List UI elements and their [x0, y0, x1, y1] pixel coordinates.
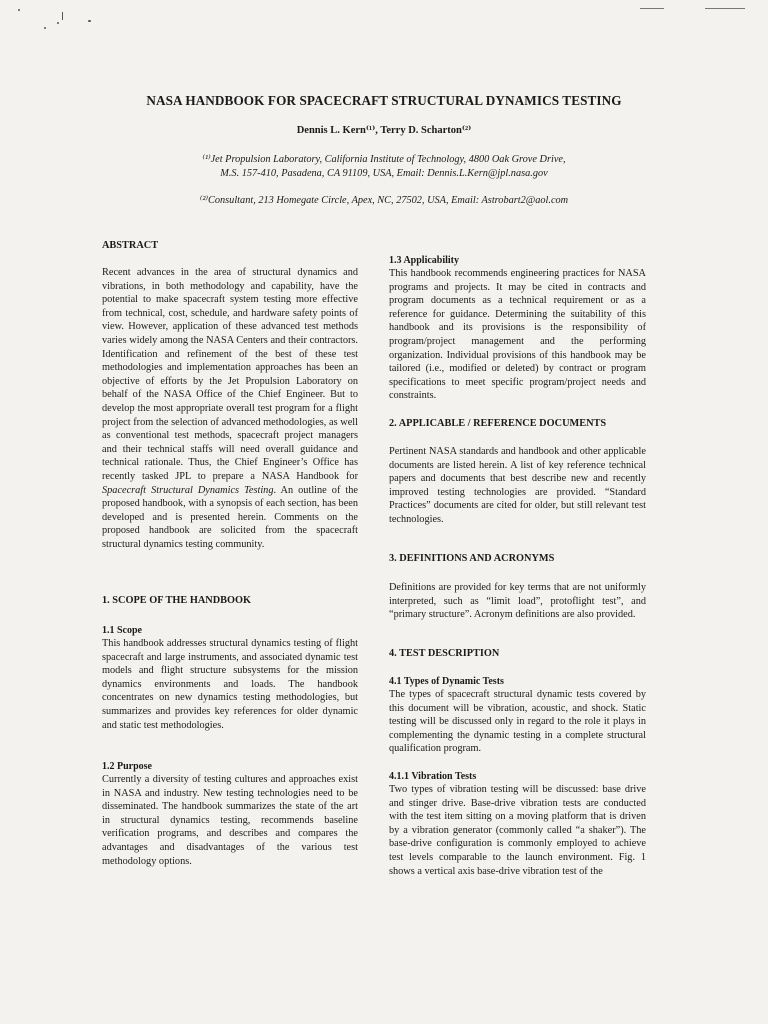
right-column	[389, 0, 646, 1024]
affiliation-2: ⁽²⁾Consultant, 213 Homegate Circle, Apex, NC, 27502, USA, Email: Astrobart2@aol.com	[199, 195, 569, 206]
section-4-1-text: The types of spacecraft structural dynamic tests covered by this document will be vibration, acoustic, and shock. Static testing will be discussed only in regard to the role it plays in complementing the dynamic testing in a complete structural qualification program.	[389, 689, 646, 755]
section-1-heading: 1. SCOPE OF THE HANDBOOK	[102, 595, 252, 606]
affiliation-1-line-2: M.S. 157-410, Pasadena, CA 91109, USA, Email: Dennis.L.Kern@jpl.nasa.gov	[220, 168, 548, 179]
section-3-heading: 3. DEFINITIONS AND ACRONYMS	[389, 553, 555, 564]
scan-mark	[705, 8, 745, 9]
handbook-title-italic: Spacecraft Structural Dynamics Testing	[102, 484, 274, 496]
section-1-3-heading: 1.3 Applicability	[389, 255, 460, 266]
section-1-1-heading: 1.1 Scope	[102, 625, 142, 636]
author-line: Dennis L. Kern⁽¹⁾, Terry D. Scharton⁽²⁾	[296, 125, 472, 136]
abstract-text	[102, 266, 358, 551]
section-3-text: Definitions are provided for key terms that are not uniformly interpreted, such as “limit load”, protoflight test”, and “primary structure”. Acronym definitions are also provided.	[389, 582, 646, 621]
section-4-1-heading: 4.1 Types of Dynamic Tests	[389, 676, 504, 687]
scan-speck	[57, 22, 59, 24]
section-4-1-1-text: Two types of vibration testing will be discussed: base drive and stinger drive. Base-drive vibration tests are conducted with the test item sitting on a moving platform that is driven by a vibration generator (commonly called “a shaker”). The base-drive configuration is commonly employed to achieve test levels comparable to the launch environment. Fig. 1 shows a vertical axis base-drive vibration test of the	[389, 784, 646, 877]
scan-speck	[18, 9, 20, 11]
left-column	[102, 0, 358, 1024]
abstract-heading: ABSTRACT	[102, 240, 159, 251]
paper-title: NASA HANDBOOK FOR SPACECRAFT STRUCTURAL DYNAMICS TESTING	[146, 93, 622, 108]
section-2-text: Pertinent NASA standards and handbook and other applicable documents are listed herein. A list of key reference technical papers and documents that best describe new and recently improved testing technologies are provided. “Standard Practices” documents are cited for older, but still relevant test technologies.	[389, 446, 646, 525]
affiliation-1-line-1: ⁽¹⁾Jet Propulsion Laboratory, California Institute of Technology, 4800 Oak Grove Drive,	[202, 154, 566, 165]
section-1-2-text: Currently a diversity of testing cultures and approaches exist in NASA and industry. New testing technologies need to be disseminated. The handbook summarizes the state of the art in structural dynamics testing, recommends baseline verification programs, and describes and compares the advantages and disadvantages of the various test methodology options.	[102, 774, 358, 867]
section-4-heading: 4. TEST DESCRIPTION	[389, 648, 500, 659]
section-2-heading: 2. APPLICABLE / REFERENCE DOCUMENTS	[389, 418, 607, 429]
section-4-1-1-heading: 4.1.1 Vibration Tests	[389, 771, 477, 782]
abstract-text-end: . An outline of the proposed handbook, with a synopsis of each section, has been developed and is presented herein. Comments on the proposed handbook are solicited from the spacecraft structural dynamics testing community.	[102, 484, 358, 550]
abstract-text-start: Recent advances in the area of structural dynamics and vibrations, in both methodology and capability, have the potential to make spacecraft system testing more effective from technical, cost, schedule, and hardware safety points of view. However, application of these advanced test methods varies widely among the NASA Centers and their contractors. Identification and refinement of the best of these test methodologies and implementation approaches has been an objective of efforts by the Jet Propulsion Laboratory on behalf of the NASA Office of the Chief Engineer. But to develop the most appropriate overall test program for a flight project from the selection of advanced methodologies, as well as conventional test methods, spacecraft project managers and their technical staffs will need overall guidance and technical rationale. Thus, the Chief Engineer’s Office has recently tasked JPL to prepare a NASA Handbook for	[102, 267, 358, 482]
section-1-2-heading: 1.2 Purpose	[102, 761, 152, 772]
scan-speck	[62, 12, 63, 20]
section-1-3-text: This handbook recommends engineering practices for NASA programs and projects. It may be cited in contracts and program documents as a technical requirement or as a reference for guidance. Determining the suitability of this handbook and its provisions is the responsibility of program/project management and the performing organization. Individual provisions of this handbook may be tailored (i.e., modified or deleted) by contract or program specifications to meet specific program/project needs and constraints.	[389, 268, 646, 402]
scan-speck	[44, 27, 46, 29]
section-1-1-text: This handbook addresses structural dynamics testing of flight spacecraft and large instruments, and associated dynamic test models and flight structure subsystems for the mission dynamics environments and loads. The handbook concentrates on new dynamics testing methodologies, but summarizes and provides key references for older dynamic and static test methodologies.	[102, 638, 358, 731]
scan-speck	[88, 20, 91, 22]
